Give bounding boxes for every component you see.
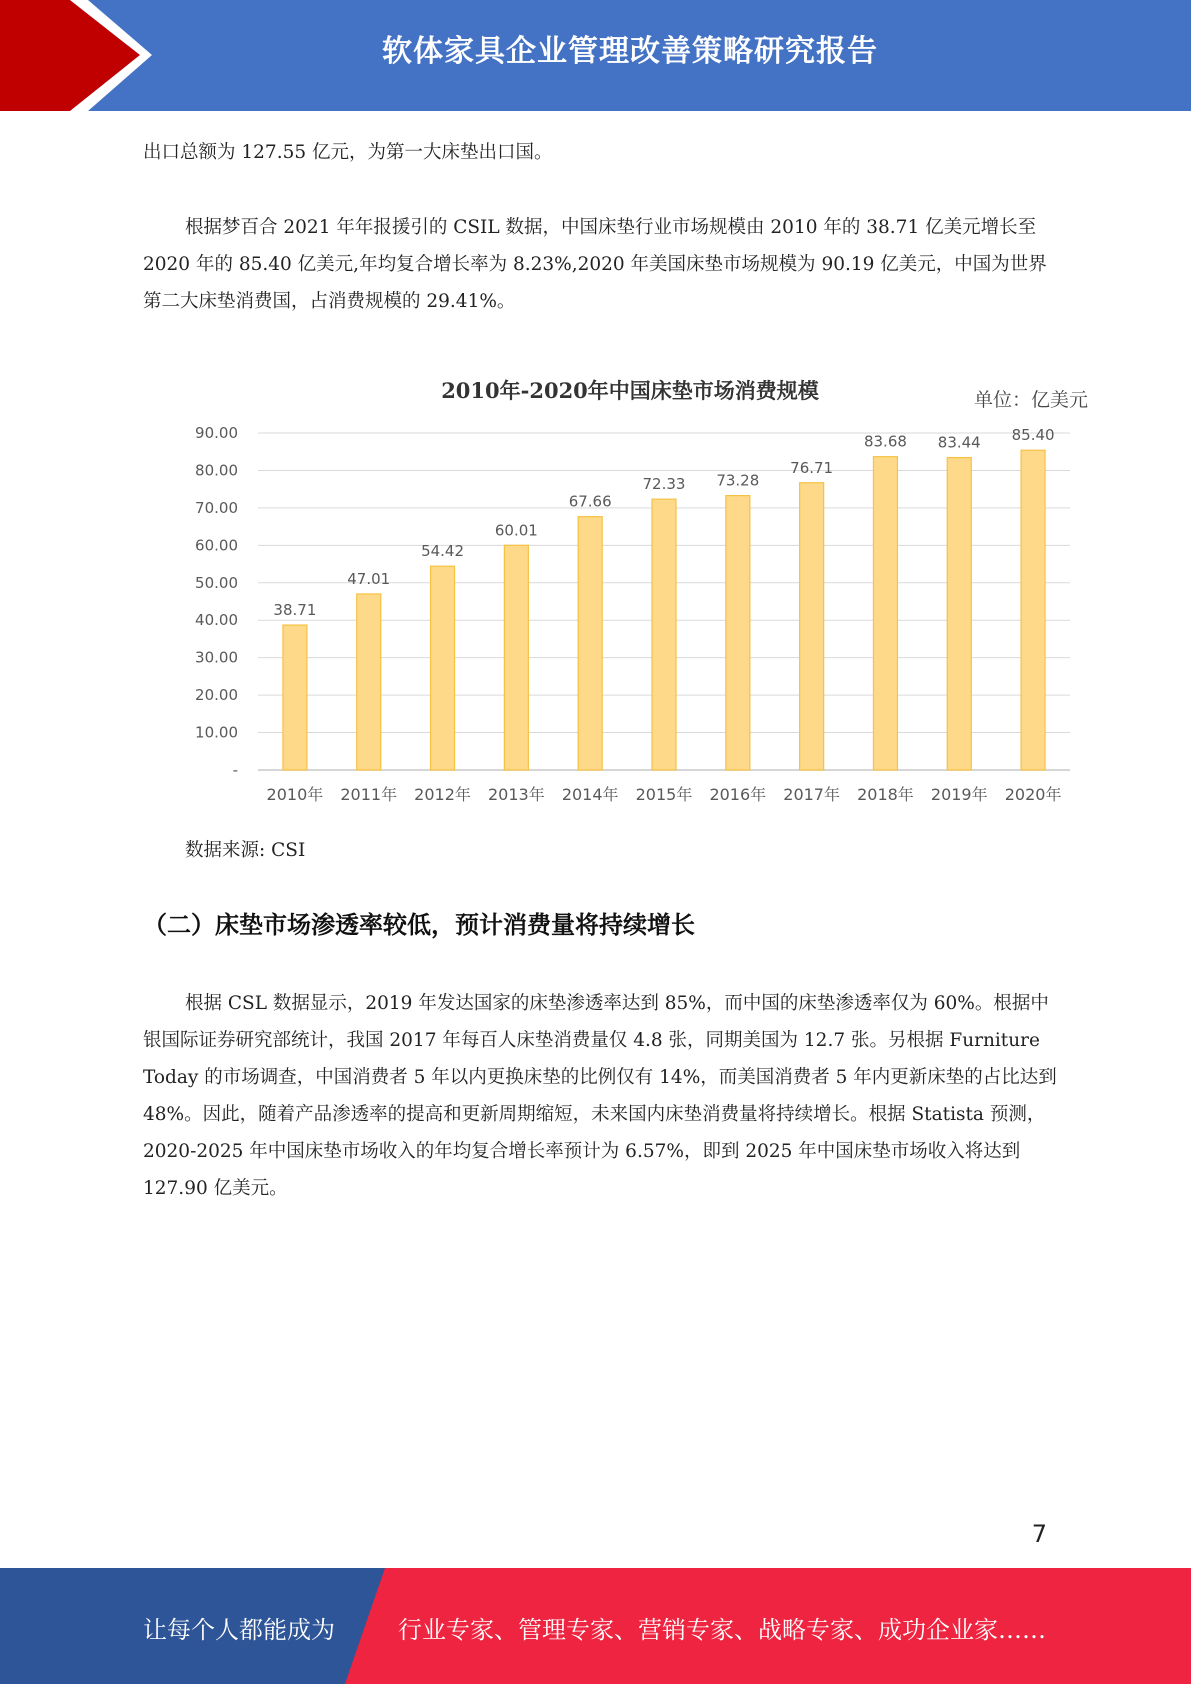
paragraph-1: 出口总额为 127.55 亿元，为第一大床垫出口国。 xyxy=(143,142,553,163)
bar xyxy=(652,499,676,770)
bar xyxy=(873,457,897,770)
paragraph-2: 根据梦百合 2021 年年报援引的 CSIL 数据，中国床垫行业市场规模由 2010 年的 38.71 亿美元增长至 2020 年的 85.40 亿美元,年均复合增长率为 8.23%,2020 年美国床垫市场规模为 90.19 亿美元，中国为世界第二大床垫消费国，占消费规模的 29.41%。 xyxy=(143,217,1047,312)
x-tick-label: 2015年 xyxy=(635,785,693,804)
y-tick-label: 20.00 xyxy=(195,686,238,705)
bar xyxy=(726,496,750,770)
bar xyxy=(504,545,528,770)
chart-title: 2010年-2020年中国床垫市场消费规模 xyxy=(441,378,819,403)
bar-value-label: 83.44 xyxy=(937,433,981,452)
y-tick-label: 60.00 xyxy=(195,536,238,555)
y-tick-label: 40.00 xyxy=(195,611,238,630)
data-source-note: 数据来源: CSI xyxy=(185,840,306,861)
chart-plot xyxy=(180,365,1080,815)
y-tick-label: 10.00 xyxy=(195,723,238,742)
x-tick-label: 2010年 xyxy=(266,785,324,804)
footer-slogan-left: 让每个人都能成为 xyxy=(143,1616,335,1644)
x-tick-label: 2013年 xyxy=(487,785,545,804)
bar-value-label: 60.01 xyxy=(494,521,538,540)
x-tick-label: 2017年 xyxy=(783,785,841,804)
bar-value-label: 47.01 xyxy=(347,569,391,588)
page-number: 7 xyxy=(1031,1520,1047,1548)
market-size-chart xyxy=(180,365,1088,815)
bar-value-label: 67.66 xyxy=(568,492,612,511)
x-tick-label: 2019年 xyxy=(930,785,988,804)
y-tick-label: 50.00 xyxy=(195,573,238,592)
y-tick-label: 70.00 xyxy=(195,498,238,517)
y-tick-label: 30.00 xyxy=(195,648,238,667)
bar xyxy=(1021,450,1045,770)
bar-value-label: 76.71 xyxy=(790,458,834,477)
y-tick-label: - xyxy=(232,761,238,779)
bar xyxy=(800,483,824,770)
x-tick-label: 2011年 xyxy=(340,785,398,804)
bar xyxy=(357,594,381,770)
x-tick-label: 2016年 xyxy=(709,785,767,804)
x-tick-label: 2018年 xyxy=(857,785,914,804)
section-heading: （二）床垫市场渗透率较低，预计消费量将持续增长 xyxy=(143,911,695,939)
bar xyxy=(283,625,307,770)
bar-value-label: 38.71 xyxy=(273,601,317,620)
bar-value-label: 83.68 xyxy=(863,432,907,451)
page-footer xyxy=(0,1568,1191,1684)
bar-value-label: 72.33 xyxy=(642,475,686,494)
chart-unit-label: 单位：亿美元 xyxy=(973,389,1088,411)
x-tick-label: 2012年 xyxy=(414,785,471,804)
footer-slogan-right: 行业专家、管理专家、营销专家、战略专家、成功企业家…… xyxy=(398,1616,1046,1644)
bar-value-label: 73.28 xyxy=(716,471,760,490)
bar-value-label: 85.40 xyxy=(1011,426,1055,445)
paragraph-3: 根据 CSL 数据显示，2019 年发达国家的床垫渗透率达到 85%，而中国的床垫渗透率仅为 60%。根据中银国际证券研究部统计，我国 2017 年每百人床垫消费量仅 4.8 张，同期美国为 12.7 张。另根据 Furniture Today 的市场调查，中国消费者 5 年以内更换床垫的比例仅有 14%，而美国消费者 5 年内更新床垫的占比达到 48%。因此，随着产品渗透率的提高和更新周期缩短，未来国内床垫消费量将持续增长。根据 Statista 预测，2020-2025 年中国床垫市场收入的年均复合增长率预计为 6.57%，即到 2025 年中国床垫市场收入将达到 127.90 亿美元。 xyxy=(143,993,1057,1199)
bar xyxy=(578,517,602,770)
page-header xyxy=(0,0,1191,111)
header-title: 软体家具企业管理改善策略研究报告 xyxy=(382,34,878,69)
bar-value-label: 54.42 xyxy=(421,542,465,561)
y-tick-label: 80.00 xyxy=(195,461,238,480)
bar xyxy=(947,458,971,770)
y-tick-label: 90.00 xyxy=(195,424,238,442)
x-tick-label: 2020年 xyxy=(1004,785,1062,804)
bar xyxy=(431,566,455,770)
x-tick-label: 2014年 xyxy=(561,785,619,804)
